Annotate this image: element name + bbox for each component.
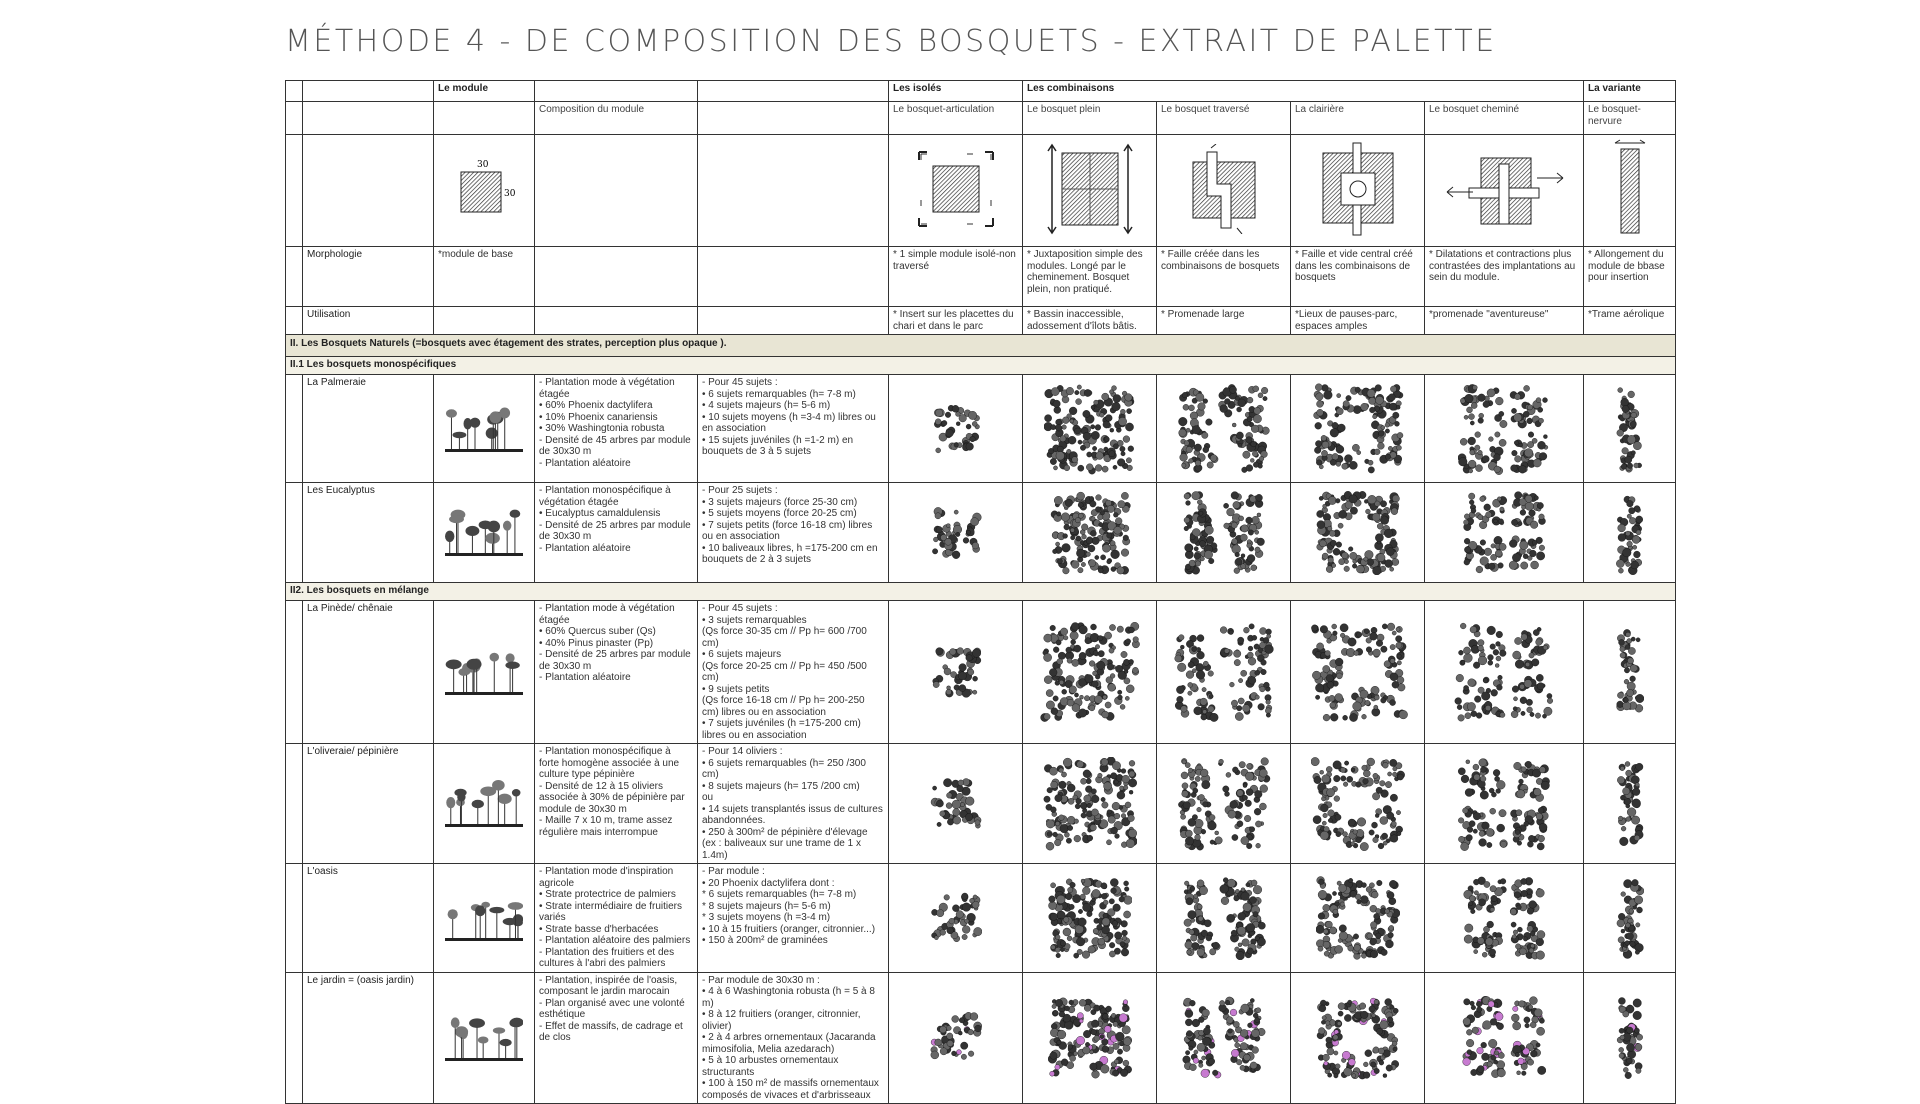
palette-table xyxy=(285,80,1676,1104)
plantation-row xyxy=(286,375,1676,483)
sub-articulation: Le bosquet-articulation xyxy=(889,102,1023,135)
plein-sketch xyxy=(1023,135,1157,247)
plan-clairiere xyxy=(1291,972,1425,1104)
plan-nervure xyxy=(1584,972,1676,1104)
morph-chemine: * Dilatations et contractions plus contrastées des implantations au sein du module. xyxy=(1425,247,1584,307)
plantation-row xyxy=(286,864,1676,973)
plantation-detail: - Pour 45 sujets : • 6 sujets remarquables (h= 7-8 m) • 4 sujets majeurs (h= 5-6 m) • 10 sujets moyens (h =3-4 m) libres ou en association • 15 sujets juvéniles (h =1-2 m) en bouquets de 3 à 5 sujets xyxy=(698,375,889,483)
util-nervure: *Trame aérolique xyxy=(1584,307,1676,335)
plantation-detail: - Pour 25 sujets : • 3 sujets majeurs (force 25-30 cm) • 5 sujets moyens (force 20-25 cm) • 7 sujets petits (force 16-18 cm) libres ou en association • 10 baliveaux libres, h =175-200 cm en bouquets de 2 à 3 sujets xyxy=(698,483,889,583)
section-row xyxy=(286,335,1676,357)
utilisation-row xyxy=(286,307,1676,335)
plan-nervure xyxy=(1584,864,1676,973)
util-chemine: *promenade "aventureuse" xyxy=(1425,307,1584,335)
plantation-composition: - Plantation mode d'inspiration agricole • Strate protectrice de palmiers • Strate intermédiaire de fruitiers variés • Strate basse d'herbacées - Plantation aléatoire des palmiers - Plantation des fruitiers et des cultures à l'abri des palmiers xyxy=(535,864,698,973)
sub-clairiere: La clairière xyxy=(1291,102,1425,135)
elevation-sketch xyxy=(434,864,535,973)
plan-nervure xyxy=(1584,601,1676,744)
plantation-name: Le jardin = (oasis jardin) xyxy=(303,972,434,1104)
plan-nervure xyxy=(1584,375,1676,483)
morphologie-row xyxy=(286,247,1676,307)
subsection-2-row xyxy=(286,583,1676,601)
plan-plein xyxy=(1023,483,1157,583)
morph-nervure: * Allongement du module de bbase pour insertion xyxy=(1584,247,1676,307)
plan-traverse xyxy=(1157,972,1291,1104)
plantation-name: Les Eucalyptus xyxy=(303,483,434,583)
plantation-row xyxy=(286,601,1676,744)
plan-chemine xyxy=(1425,972,1584,1104)
rows-melange xyxy=(286,601,1676,1104)
plantation-name: L'oasis xyxy=(303,864,434,973)
plan-traverse xyxy=(1157,483,1291,583)
plantation-detail: - Pour 14 oliviers : • 6 sujets remarquables (h= 250 /300 cm) • 8 sujets majeurs (h= 175 /200 cm) ou • 14 sujets transplantés issus de cultures abandonnées. • 250 à 300m² de pépinière d'élevage (ex : baliveaux sur une trame de 1 x 1.4m) xyxy=(698,744,889,864)
plan-articulation xyxy=(889,744,1023,864)
plan-chemine xyxy=(1425,601,1584,744)
plantation-composition: - Plantation mode à végétation étagée • 60% Quercus suber (Qs) • 40% Pinus pinaster (Pp) - Densité de 25 arbres par module de 30x30 m - Plantation aléatoire xyxy=(535,601,698,744)
plantation-detail: - Par module de 30x30 m : • 4 à 6 Washingtonia robusta (h = 5 à 8 m) • 8 à 12 fruitiers (oranger, citronnier, olivier) • 2 à 4 arbres ornementaux (Jacaranda mimosifolia, Melia azedarach) • 5 à 10 arbustes ornementaux structurants • 100 à 150 m² de massifs ornementaux composés de vivaces et d'arbrisseaux xyxy=(698,972,889,1104)
plantation-composition: - Plantation, inspirée de l'oasis, composant le jardin marocain - Plan organisé avec une volonté esthétique - Effet de massifs, de cadrage et de clos xyxy=(535,972,698,1104)
subsection-title-2: II2. Les bosquets en mélange xyxy=(286,583,1676,601)
plan-traverse xyxy=(1157,744,1291,864)
plan-plein xyxy=(1023,972,1157,1104)
plan-clairiere xyxy=(1291,483,1425,583)
traverse-sketch xyxy=(1157,135,1291,247)
plantation-name: La Palmeraie xyxy=(303,375,434,483)
elevation-sketch xyxy=(434,375,535,483)
elevation-sketch xyxy=(434,744,535,864)
header-isoles: Les isolés xyxy=(889,81,1023,102)
plan-chemine xyxy=(1425,744,1584,864)
subsection-title-1: II.1 Les bosquets monospécifiques xyxy=(286,357,1676,375)
subheader-row xyxy=(286,102,1676,135)
sub-nervure: Le bosquet-nervure xyxy=(1584,102,1676,135)
plantation-row xyxy=(286,483,1676,583)
plantation-row xyxy=(286,972,1676,1104)
rows-monospecifiques xyxy=(286,375,1676,583)
plan-traverse xyxy=(1157,601,1291,744)
morph-module: *module de base xyxy=(434,247,535,307)
sub-composition: Composition du module xyxy=(535,102,698,135)
morph-clairiere: * Faille et vide central créé dans les combinaisons de bosquets xyxy=(1291,247,1425,307)
header-row xyxy=(286,81,1676,102)
clairiere-sketch xyxy=(1291,135,1425,247)
plan-plein xyxy=(1023,601,1157,744)
nervure-sketch xyxy=(1584,135,1676,247)
module-width-label: 30 xyxy=(477,159,489,170)
elevation-sketch xyxy=(434,972,535,1104)
plan-articulation xyxy=(889,864,1023,973)
plan-articulation xyxy=(889,375,1023,483)
morph-articulation: * 1 simple module isolé-non traversé xyxy=(889,247,1023,307)
morph-plein: * Juxtaposition simple des modules. Longé par le cheminement. Bosquet plein, non pratiqué. xyxy=(1023,247,1157,307)
utilisation-label: Utilisation xyxy=(303,307,434,335)
sketch-row xyxy=(286,135,1676,247)
plan-chemine xyxy=(1425,483,1584,583)
plan-clairiere xyxy=(1291,864,1425,973)
plan-plein xyxy=(1023,375,1157,483)
plan-clairiere xyxy=(1291,375,1425,483)
chemine-sketch xyxy=(1425,135,1584,247)
plan-plein xyxy=(1023,744,1157,864)
plan-articulation xyxy=(889,972,1023,1104)
util-clairiere: *Lieux de pauses-parc, espaces amples xyxy=(1291,307,1425,335)
plantation-composition: - Plantation monospécifique à forte homogène associée à une culture type pépinière - Densité de 12 à 15 oliviers associée à 30% de pépinière par module de 30x30 m - Maille 7 x 10 m, trame assez régulière mais interrompue xyxy=(535,744,698,864)
sub-plein: Le bosquet plein xyxy=(1023,102,1157,135)
plantation-name: La Pinède/ chênaie xyxy=(303,601,434,744)
sub-traverse: Le bosquet traversé xyxy=(1157,102,1291,135)
plan-plein xyxy=(1023,864,1157,973)
sub-chemine: Le bosquet cheminé xyxy=(1425,102,1584,135)
header-variante: La variante xyxy=(1584,81,1676,102)
plantation-composition: - Plantation monospécifique à végétation étagée • Eucalyptus camaldulensis - Densité de 25 arbres par module de 30x30 m - Plantation aléatoire xyxy=(535,483,698,583)
elevation-sketch xyxy=(434,601,535,744)
plantation-detail: - Pour 45 sujets : • 3 sujets remarquables (Qs force 30-35 cm // Pp h= 600 /700 cm) • 6 sujets majeurs (Qs force 20-25 cm // Pp h= 450 /500 cm) • 9 sujets petits (Qs force 16-18 cm // Pp h= 200-250 cm) libres ou en association • 7 sujets juvéniles (h =175-200 cm) libres ou en association xyxy=(698,601,889,744)
plantation-name: L'oliveraie/ pépinière xyxy=(303,744,434,864)
section-title: II. Les Bosquets Naturels (=bosquets avec étagement des strates, perception plus opaque ). xyxy=(286,335,1676,357)
module-height-label: 30 xyxy=(504,188,516,199)
plan-nervure xyxy=(1584,744,1676,864)
page-title: MÉTHODE 4 - DE COMPOSITION DES BOSQUETS - EXTRAIT DE PALETTE xyxy=(285,24,1497,59)
header-module: Le module xyxy=(434,81,535,102)
articulation-sketch xyxy=(889,135,1023,247)
plan-traverse xyxy=(1157,375,1291,483)
plan-nervure xyxy=(1584,483,1676,583)
subsection-1-row xyxy=(286,357,1676,375)
morph-traverse: * Faille créée dans les combinaisons de bosquets xyxy=(1157,247,1291,307)
elevation-sketch xyxy=(434,483,535,583)
plan-chemine xyxy=(1425,864,1584,973)
util-traverse: * Promenade large xyxy=(1157,307,1291,335)
plan-chemine xyxy=(1425,375,1584,483)
plan-clairiere xyxy=(1291,601,1425,744)
plantation-composition: - Plantation mode à végétation étagée • 60% Phoenix dactylifera • 10% Phoenix canariensis • 30% Washingtonia robusta - Densité de 45 arbres par module de 30x30 m - Plantation aléatoire xyxy=(535,375,698,483)
util-articulation: * Insert sur les placettes du chari et dans le parc xyxy=(889,307,1023,335)
plan-articulation xyxy=(889,601,1023,744)
plan-articulation xyxy=(889,483,1023,583)
plantation-detail: - Par module : • 20 Phoenix dactylifera dont : * 6 sujets remarquables (h= 7-8 m) * 8 sujets majeurs (h= 5-6 m) * 3 sujets moyens (h =3-4 m) • 10 à 15 fruitiers (oranger, citronnier...) • 150 à 200m² de graminées xyxy=(698,864,889,973)
header-combinaisons: Les combinaisons xyxy=(1023,81,1584,102)
plan-clairiere xyxy=(1291,744,1425,864)
plan-traverse xyxy=(1157,864,1291,973)
morphologie-label: Morphologie xyxy=(303,247,434,307)
plantation-row xyxy=(286,744,1676,864)
util-plein: * Bassin inaccessible, adossement d'îlots bâtis. xyxy=(1023,307,1157,335)
module-sketch xyxy=(434,135,535,247)
